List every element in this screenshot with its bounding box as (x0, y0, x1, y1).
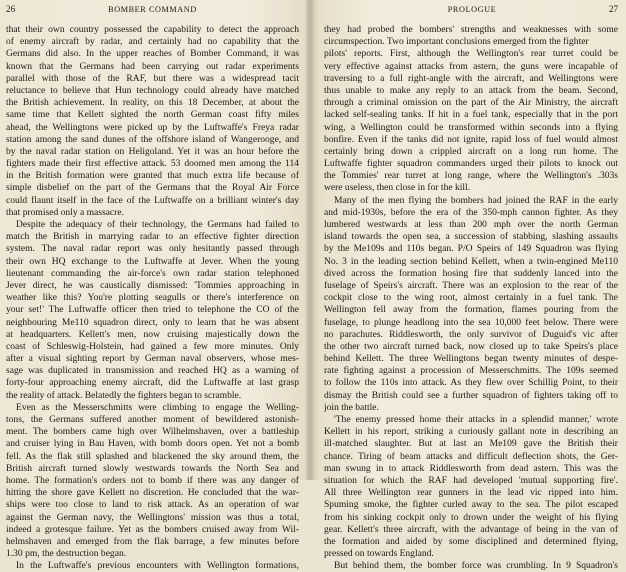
text-line: their own HQ exchange to the Luftwaffe at Jever. When the young (6, 255, 299, 267)
text-line: the other two aircraft turned back, now closed up to take Speirs's place (324, 340, 618, 352)
text-line: same time that Kellett sighted the north German coast fifty miles (6, 109, 299, 121)
text-line: very effective against attacks from astern, the guns were incapable of (324, 60, 618, 72)
text-line: rate fighting against a procession of Messerschmitts. The 109s seemed (324, 365, 618, 377)
text-line: Even as the Messerschmitts were climbing to engage the Welling- (16, 401, 299, 413)
text-line: no parachutes. Riddlesworth, the only survivor of Duguid's vic after (324, 328, 618, 340)
right-page-body-text (324, 24, 618, 572)
running-head-title-left: BOMBER COMMAND (108, 4, 197, 14)
text-line: Many of the men flying the bombers had joined the RAF in the early (334, 194, 618, 206)
text-line: cockpit close to the wing root, almost certainly in a fuel tank. The (324, 292, 618, 304)
text-line: man swung in to attack Riddlesworth from dead astern. This was the (324, 462, 618, 474)
text-line: behind Kellett. The three Wellingtons began twenty minutes of despe- (324, 353, 618, 365)
text-line: lumbered westwards at less than 200 mph over the north German (324, 219, 618, 230)
text-line: circumspection. Two important conclusions emerged from the fighter (324, 36, 589, 48)
text-line: lacked self-sealing tanks. If hit in a fuel tank, especially that in the port (324, 109, 618, 121)
page-number-right: 27 (608, 4, 618, 14)
text-line: match the British in marrying radar to an effective fighter direction (6, 231, 299, 243)
text-line: chance. Tiring of beam attacks and difficult deflection shots, the Ger- (324, 450, 618, 462)
text-line: fuselage, to plunge headlong into the sea 10,000 feet below. There were (324, 316, 618, 328)
text-line: bonfire. Even if the tanks did not ignite, rapid loss of fuel would almost (324, 133, 618, 145)
text-line: gear. Kellett's three aircraft, with the advantage of being in the van of (324, 523, 618, 535)
text-line: home. The formation's orders not to bomb if there was any danger of (6, 474, 299, 486)
text-line: join the battle. (324, 401, 379, 413)
text-line: ment. The bombers came high over Wilhelmshaven, over a battleship (6, 426, 299, 438)
text-line: Germans did also. In the upper reaches of Bomber Command, it was (6, 48, 299, 60)
running-head-left (6, 4, 299, 16)
text-line: Kellett in his report, striking a curiously gallant note in describing an (324, 426, 618, 438)
text-line: your set!' The Luftwaffe officer then tried to telephone the CO of the (6, 304, 299, 316)
text-line: fuselage of Speirs's aircraft. There was an explosion to the rear of the (324, 279, 618, 291)
text-line: station among the sand dunes of the offshore island of Wangerooge, and (6, 133, 299, 145)
text-line: from his sinking cockpit only to drown under the weight of his flying (324, 511, 618, 523)
text-line: Despite the adequacy of their technology, the Germans had failed to (16, 219, 299, 230)
book-gutter (305, 0, 314, 480)
text-line: But behind them, the bomber force was crumbling. In 9 Squadron's (334, 560, 618, 572)
text-line: in the British formation were granted that much extra life because of (6, 170, 299, 182)
text-line: against the German navy, the Wellingtons' mission was thus a total, (6, 511, 299, 523)
text-line: fell. As the flak still splashed and blackened the sky around them, the (6, 450, 299, 462)
text-line: British aircraft turned slowly westwards towards the North Sea and (6, 462, 299, 474)
text-line: and mid-1930s, before the era of the 350-mph cannon fighter. As they (324, 206, 618, 218)
text-line: parallel with those of the RAF, but there was a widespread tacit (6, 72, 299, 84)
text-line: Wellington fell away from the formation, flames pouring from the (324, 304, 618, 316)
text-line: were useless, then close in for the kill. (324, 182, 471, 194)
text-line: coast of Schleswig-Holstein, had gained a few more minutes. Only (6, 340, 299, 352)
left-page (0, 0, 305, 572)
text-line: pilots' reports. First, although the Wellington's rear turret could be (324, 48, 618, 60)
text-line: reluctance to believe that Hun technology could already have matched (6, 84, 299, 96)
text-line: tons, the Germans suffered another moment of bewildered astonish- (6, 414, 299, 425)
text-line: certainly bring down a crippled aircraft on a long run home. The (324, 145, 618, 157)
text-line: thus unable to make any reply to an attack from the beam. Second, (324, 84, 618, 96)
text-line: through a criminal omission on the part of the Air Ministry, the aircraft (324, 97, 618, 109)
right-page (314, 0, 626, 572)
text-line: 'The enemy pressed home their attacks in a splendid manner,' wrote (334, 414, 618, 425)
text-line: could flaunt itself in the face of the Luftwaffe on a brilliant winter's day (6, 194, 299, 206)
text-line: to follow the 110s into attack. As they flew over Schillig Point, to their (324, 377, 618, 389)
text-line: that their own country possessed the capability to detect the approach (6, 24, 299, 35)
text-line: sage was duplicated in transmission and reached HQ as a warning of (6, 365, 299, 377)
text-line: and cruiser lying in Bau Haven, with bomb doors open. Yet not a bomb (6, 438, 299, 450)
text-line: lieutenant commanding the air-force's own radar station telephoned (6, 267, 299, 279)
left-page-body-text (6, 24, 299, 572)
text-line: In the Luftwaffe's previous encounters with Wellington formations, (16, 560, 299, 572)
text-line: situation for which the RAF had developed 'mutual supporting fire'. (324, 474, 618, 486)
text-line: dived across the formation hosing fire that suddenly lanced into the (324, 267, 618, 279)
text-line: system. The naval radar report was only hesitantly passed through (6, 243, 299, 255)
text-line: weather like this? You're plotting seagulls or there's interference on (6, 292, 299, 304)
text-line: ships were too close to land to risk attack. As an operation of war (6, 499, 299, 511)
text-line: dismay the British could see a further squadron of fighters taking off to (324, 389, 618, 401)
text-line: by the naval radar station on Heligoland. Yet it was an hour before the (6, 145, 299, 157)
text-line: indeed a grotesque failure. Yet as the bombers cruised away from Wil- (6, 523, 299, 535)
text-line: the reality of attack. Belatedly the fighters began to scramble. (6, 389, 242, 401)
text-line: forty-four approaching enemy aircraft, did the Luftwaffe at last grasp (6, 377, 299, 389)
text-line: they had probed the bombers' strengths and weaknesses with some (324, 24, 618, 35)
text-line: ahead, the Wellingtons were picked up by the Luftwaffe's Freya radar (6, 121, 299, 133)
text-line: the Tommies' rear turret at long range, where the Wellington's .303s (324, 170, 618, 182)
running-head-title-right: PROLOGUE (447, 4, 497, 14)
text-line: Jever direct, he was caustically dismissed: 'Tommies approaching in (6, 279, 299, 291)
page-number-left: 26 (6, 4, 16, 14)
text-line: Luftwaffe fighter squadron commanders urged their pilots to knock out (324, 158, 618, 170)
text-line: pressed on towards England. (324, 548, 434, 560)
text-line: the formation and aided by some disciplined and determined flying, (324, 535, 618, 547)
text-line: at headquarters. Kellett's men, now cruising majestically down the (6, 328, 299, 340)
text-line: ill-matched slaughter. But at last an Me109 gave the British their (324, 438, 618, 450)
text-line: simple disbelief on the part of the Germans that the Royal Air Force (6, 182, 299, 194)
text-line: 1.30 pm, the destruction began. (6, 548, 127, 560)
text-line: Spuming smoke, the fighter curled away to the sea. The pilot escaped (324, 499, 618, 511)
text-line: All three Wellington rear gunners in the lead vic ripped into him. (324, 487, 618, 499)
text-line: the British achievement. In reality, on this 18 December, at about the (6, 97, 299, 109)
text-line: neighbouring Me110 squadron direct, only to learn that he was absent (6, 316, 299, 328)
text-line: known that the Germans had been carrying out radar experiments (6, 60, 299, 72)
text-line: wing, a Wellington could be transformed within seconds into a flying (324, 121, 618, 133)
text-line: fighters made their first effective attack. 53 doomed men among the 114 (6, 158, 299, 170)
text-line: that promised only a massacre. (6, 206, 124, 218)
running-head-right (324, 4, 620, 16)
text-line: traversing to a full right-angle with the aircraft, and Wellingtons were (324, 72, 618, 84)
text-line: hitting the shore gave Kellett no discretion. He concluded that the war- (6, 487, 299, 499)
text-line: island towards the open sea, a succession of stabbing, slashing assaults (324, 231, 618, 243)
text-line: by the Me109s and 110s began. P/O Speirs of 149 Squadron was flying (324, 243, 618, 255)
text-line: of enemy aircraft by radar, and certainly had no capability that the (6, 36, 299, 48)
text-line: helmshaven and emerged from the flak barrage, a few minutes before (6, 535, 299, 547)
text-line: No. 3 in the leading section behind Kellett, when a twin-engined Me110 (324, 255, 618, 267)
text-line: after a visual sighting report by German naval observers, whose mes- (6, 353, 299, 365)
